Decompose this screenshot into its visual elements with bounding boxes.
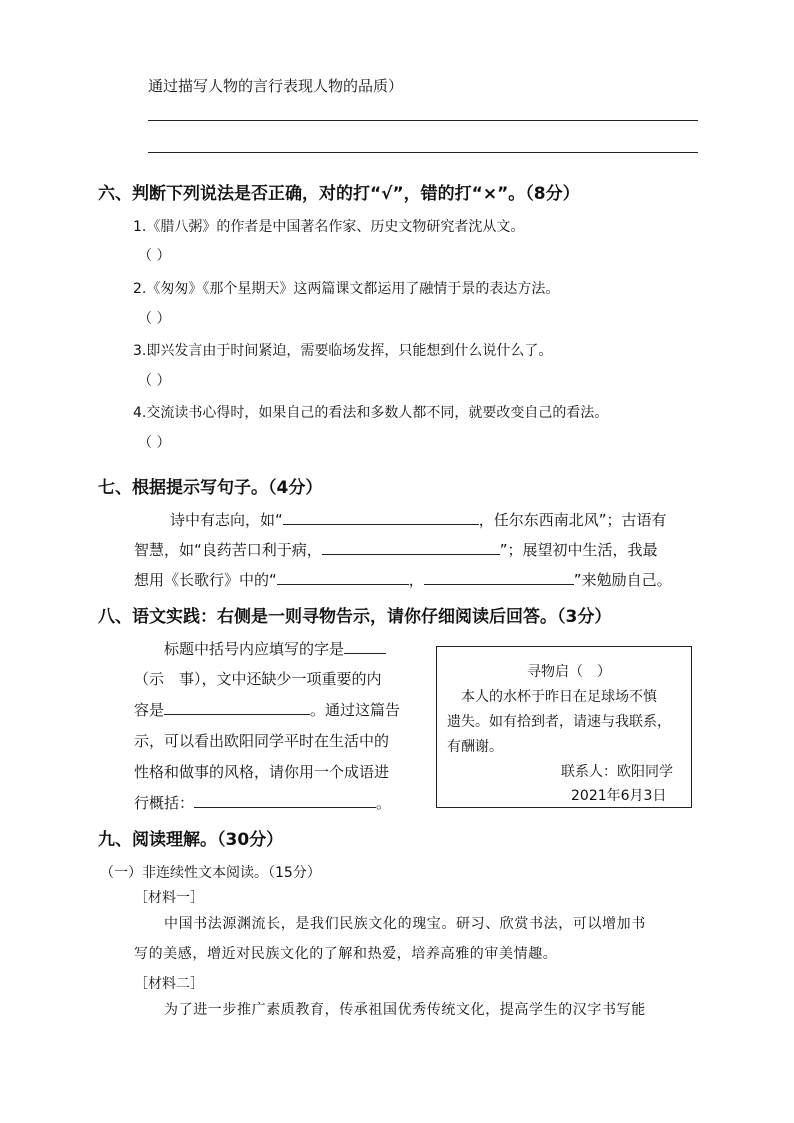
practice-line-3 xyxy=(134,699,400,720)
practice-line-4: 示，可以看出欧阳同学平时在生活中的 xyxy=(134,732,390,750)
text: ”来勉励自己。 xyxy=(573,571,672,589)
text: 行概括： xyxy=(134,794,195,812)
text: 智慧，如“良药苦口利于病， xyxy=(134,541,322,559)
section-7-title: 七、根据提示写句子。（4分） xyxy=(98,478,323,498)
sentence-line-1 xyxy=(170,509,667,530)
answer-paren-4[interactable]: （ ） xyxy=(138,435,171,451)
sentence-line-3 xyxy=(134,569,672,590)
answer-line[interactable] xyxy=(148,152,698,153)
fill-blank[interactable] xyxy=(322,539,500,555)
material-1-label: ［材料一］ xyxy=(134,890,204,906)
sentence-line-2 xyxy=(134,539,658,560)
notice-body-1: 本人的水杯于昨日在足球场不慎 xyxy=(461,689,657,705)
notice-contact: 联系人：欧阳同学 xyxy=(561,764,673,780)
material-1-para-1: 中国书法源渊流长，是我们民族文化的瑰宝。研习、欣赏书法，可以增加书 xyxy=(164,916,646,932)
notice-date: 2021年6月3日 xyxy=(571,788,667,804)
text: 诗中有志向，如“ xyxy=(170,511,283,529)
material-1-para-2: 写的美感，增近对民族文化的了解和热爱，培养高雅的审美情趣。 xyxy=(134,946,558,962)
intro-line: 通过描写人物的言行表现人物的品质） xyxy=(148,77,404,95)
answer-paren-3[interactable]: （ ） xyxy=(138,373,171,389)
material-2-para-1: 为了进一步推广素质教育，传承祖国优秀传统文化，提高学生的汉字书写能 xyxy=(164,1002,646,1018)
text: 。通过这篇告 xyxy=(310,701,401,719)
fill-blank[interactable] xyxy=(194,792,376,808)
notice-body-2: 遗失。如有拾到者，请速与我联系， xyxy=(447,714,671,730)
judge-item-4: 4.交流读书心得时，如果自己的看法和多数人都不同，就要改变自己的看法。 xyxy=(133,405,609,421)
text: ”；展望初中生活，我最 xyxy=(499,541,658,559)
text: 想用《长歌行》中的“ xyxy=(134,571,277,589)
practice-line-5: 性格和做事的风格，请你用一个成语进 xyxy=(134,763,390,781)
fill-blank[interactable] xyxy=(277,569,409,585)
notice-body-3: 有酬谢。 xyxy=(447,739,503,755)
section-6-title: 六、判断下列说法是否正确，对的打“√”，错的打“×”。（8分） xyxy=(98,184,580,204)
practice-line-2: （示 事），文中还缺少一项重要的内 xyxy=(134,670,382,688)
judge-item-1: 1.《腊八粥》的作者是中国著名作家、历史文物研究者沈从文。 xyxy=(133,219,525,235)
fill-blank[interactable] xyxy=(283,509,479,525)
text: 。 xyxy=(376,794,392,812)
fill-blank[interactable] xyxy=(344,638,386,654)
judge-item-2: 2.《匆匆》《那个星期天》这两篇课文都运用了融情于景的表达方法。 xyxy=(133,281,560,297)
material-2-label: ［材料二］ xyxy=(134,976,204,992)
judge-item-3: 3.即兴发言由于时间紧迫，需要临场发挥，只能想到什么说什么了。 xyxy=(133,343,553,359)
practice-line-6 xyxy=(134,792,391,813)
answer-line[interactable] xyxy=(148,120,698,121)
section-9-title: 九、阅读理解。（30分） xyxy=(98,830,284,850)
subsection-1-title: （一）非连续性文本阅读。（15分） xyxy=(100,865,321,881)
lost-item-notice xyxy=(436,646,692,808)
fill-blank[interactable] xyxy=(424,569,574,585)
text: 容是 xyxy=(134,701,165,719)
text: ，任尔东西南北风”；古语有 xyxy=(478,511,667,529)
practice-line-1 xyxy=(164,638,386,659)
answer-paren-1[interactable]: （ ） xyxy=(138,248,171,264)
answer-paren-2[interactable]: （ ） xyxy=(138,311,171,327)
text: 标题中括号内应填写的字是 xyxy=(164,640,345,658)
notice-title: 寻物启（ ） xyxy=(527,664,611,680)
fill-blank[interactable] xyxy=(164,699,310,715)
text: ， xyxy=(408,571,424,589)
section-8-title: 八、语文实践：右侧是一则寻物告示，请你仔细阅读后回答。（3分） xyxy=(98,607,612,627)
